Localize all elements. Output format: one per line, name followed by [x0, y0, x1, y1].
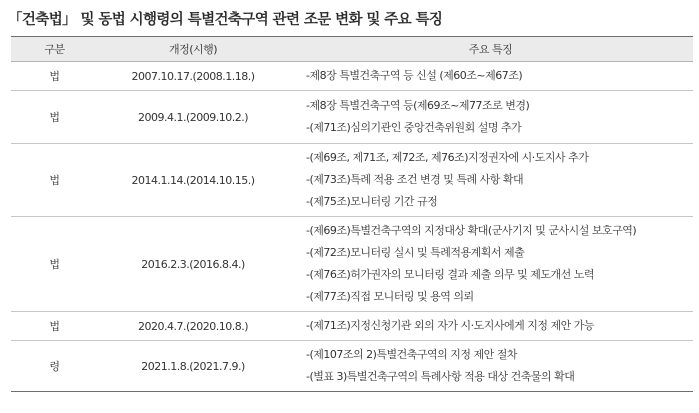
feature-line: -(제69조, 제71조, 제72조, 제76조)지정권자에 시·도지사 추가	[306, 151, 589, 164]
table-row	[11, 144, 693, 217]
feature-line: -(제77조)직접 모니터링 및 용역 의뢰	[306, 290, 474, 303]
feature-line: -제8장 특별건축구역 등 신설 (제60조~제67조)	[306, 69, 523, 82]
cell-date: 2020.4.7.(2020.10.8.)	[98, 312, 288, 341]
feature-line: -(제73조)특례 적용 조건 변경 및 특례 사항 확대	[306, 173, 524, 186]
cell-features	[288, 91, 693, 144]
feature-line: -(별표 3)특별건축구역의 특례사항 적용 대상 건축물의 확대	[306, 370, 575, 383]
cell-date: 2009.4.1.(2009.10.2.)	[98, 91, 288, 144]
header-kind: 구분	[11, 37, 98, 62]
table-title: 「건축법」 및 동법 시행령의 특별건축구역 관련 조문 변화 및 주요 특징	[8, 12, 443, 28]
feature-line: -(제72조)모니터링 실시 및 특례적용계획서 제출	[306, 246, 525, 259]
cell-features	[288, 312, 693, 341]
cell-kind: 법	[11, 217, 98, 312]
feature-line: -(제76조)허가권자의 모니터링 결과 제출 의무 및 제도개선 노력	[306, 268, 595, 281]
table-row	[11, 62, 693, 91]
cell-kind: 법	[11, 62, 98, 91]
feature-line: -(제71조)지정신청기관 외의 자가 시·도지사에게 지정 제안 가능	[306, 319, 595, 332]
cell-features	[288, 341, 693, 392]
cell-kind: 법	[11, 312, 98, 341]
cell-date: 2021.1.8.(2021.7.9.)	[98, 341, 288, 392]
table-row	[11, 217, 693, 312]
header-features: 주요 특징	[288, 37, 693, 62]
feature-line: -(제71조)심의기관인 중앙건축위원회 설명 추가	[306, 121, 522, 134]
cell-kind: 령	[11, 341, 98, 392]
table-row	[11, 91, 693, 144]
cell-date: 2007.10.17.(2008.1.18.)	[98, 62, 288, 91]
cell-features	[288, 144, 693, 217]
feature-line: -제8장 특별건축구역 등(제69조~제77조로 변경)	[306, 99, 530, 112]
table-row	[11, 341, 693, 392]
cell-kind: 법	[11, 144, 98, 217]
table-row	[11, 312, 693, 341]
feature-line: -(제107조의 2)특별건축구역의 지정 제안 절차	[306, 348, 518, 361]
feature-line: -(제75조)모니터링 기간 규정	[306, 195, 438, 208]
cell-date: 2014.1.14.(2014.10.15.)	[98, 144, 288, 217]
cell-features	[288, 62, 693, 91]
cell-features	[288, 217, 693, 312]
cell-date: 2016.2.3.(2016.8.4.)	[98, 217, 288, 312]
cell-kind: 법	[11, 91, 98, 144]
amendment-table	[11, 36, 693, 392]
table-header-row	[11, 37, 693, 62]
feature-line: -(제69조)특별건축구역의 지정대상 확대(군사기지 및 군사시설 보호구역)	[306, 224, 637, 237]
header-date: 개정(시행)	[98, 37, 288, 62]
